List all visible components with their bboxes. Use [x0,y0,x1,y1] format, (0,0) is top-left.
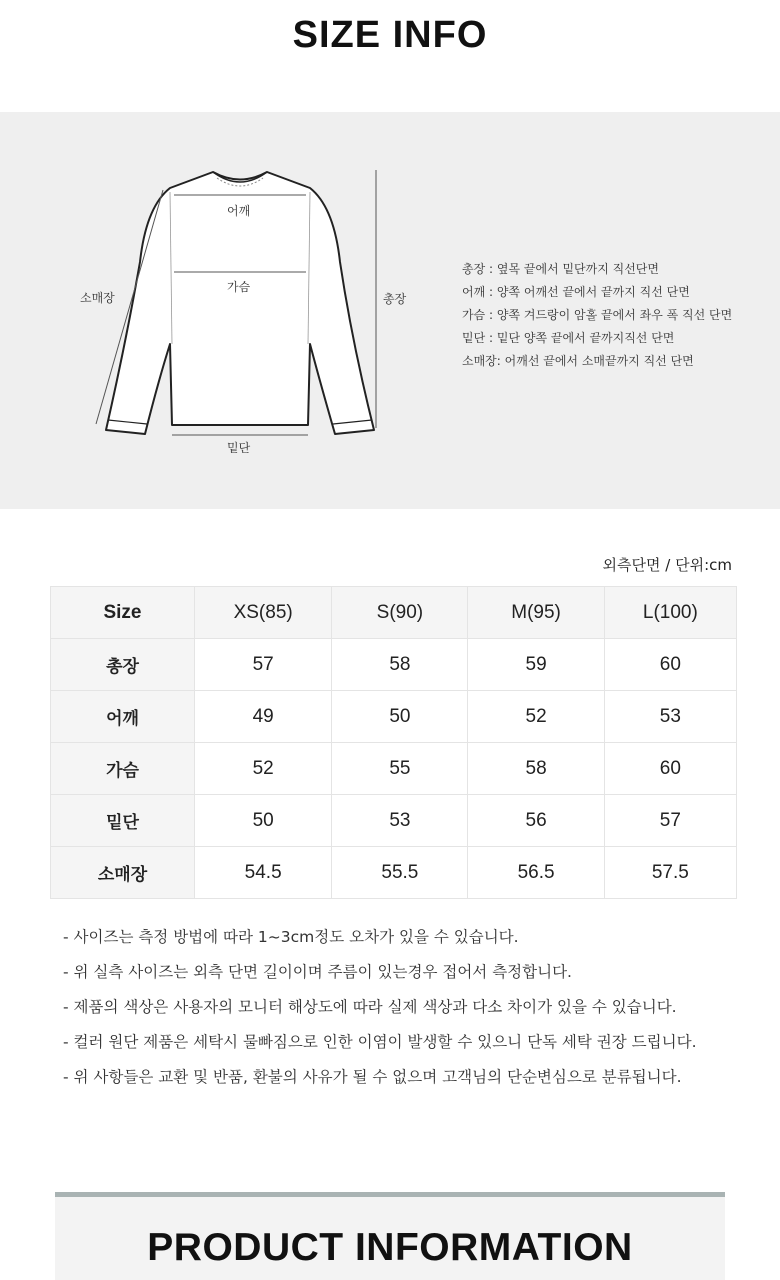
row-label: 밑단 [51,795,195,847]
table-cell: 49 [195,691,332,743]
table-row [51,639,737,691]
product-info-title: PRODUCT INFORMATION [147,1226,633,1269]
page-title: SIZE INFO [292,14,488,56]
table-row [51,743,737,795]
definition-item: 소매장: 어깨선 끝에서 소매끝까지 직선 단면 [462,354,694,368]
sleeve-label: 소매장 [80,291,115,305]
note-item: - 위 사항들은 교환 및 반품, 환불의 사유가 될 수 없으며 고객님의 단순변심으로 분류됩니다. [63,1068,682,1086]
table-cell: 58 [468,743,604,795]
size-notes [63,920,697,1095]
row-label: 어깨 [51,691,195,743]
table-cell: 54.5 [195,847,332,899]
table-header-cell: M(95) [468,587,604,639]
table-cell: 52 [195,743,332,795]
row-label: 가슴 [51,743,195,795]
table-cell: 52 [468,691,604,743]
hem-label: 밑단 [227,441,251,455]
row-label: 소매장 [51,847,195,899]
table-cell: 55 [332,743,468,795]
table-cell: 60 [604,743,736,795]
table-cell: 57.5 [604,847,736,899]
measurement-guide [0,112,780,509]
table-cell: 57 [195,639,332,691]
table-cell: 58 [332,639,468,691]
table-cell: 53 [332,795,468,847]
table-cell: 50 [195,795,332,847]
definition-item: 총장 : 옆목 끝에서 밑단까지 직선단면 [462,262,659,276]
table-cell: 57 [604,795,736,847]
table-row [51,691,737,743]
table-cell: 56 [468,795,604,847]
definition-item: 밑단 : 밑단 양쪽 끝에서 끝까지직선 단면 [462,331,675,345]
table-cell: 60 [604,639,736,691]
table-cell: 56.5 [468,847,604,899]
table-row [51,795,737,847]
table-cell: 53 [604,691,736,743]
definition-item: 가슴 : 양쪽 겨드랑이 암홀 끝에서 좌우 폭 직선 단면 [462,308,733,322]
table-cell: 55.5 [332,847,468,899]
size-table [50,586,737,899]
note-item: - 사이즈는 측정 방법에 따라 1~3cm정도 오차가 있을 수 있습니다. [63,928,519,946]
table-header-cell: L(100) [604,587,736,639]
table-cell: 59 [468,639,604,691]
chest-label: 가슴 [227,280,251,294]
note-item: - 위 실측 사이즈는 외측 단면 길이이며 주름이 있는경우 접어서 측정합니다. [63,963,572,981]
length-label: 총장 [383,292,407,306]
table-cell: 50 [332,691,468,743]
row-label: 총장 [51,639,195,691]
table-header-row [51,587,737,639]
note-item: - 제품의 색상은 사용자의 모니터 해상도에 따라 실제 색상과 다소 차이가 있을 수 있습니다. [63,998,677,1016]
measurement-definitions [462,258,732,373]
table-row [51,847,737,899]
shoulder-label: 어깨 [227,204,251,218]
note-item: - 컬러 원단 제품은 세탁시 물빠짐으로 인한 이염이 발생할 수 있으니 단독 세탁 권장 드립니다. [63,1033,697,1051]
definition-item: 어깨 : 양쪽 어깨선 끝에서 끝까지 직선 단면 [462,285,690,299]
table-header-cell: XS(85) [195,587,332,639]
table-header-cell: S(90) [332,587,468,639]
unit-note: 외측단면 / 단위:cm [602,556,732,574]
table-header-cell: Size [51,587,195,639]
